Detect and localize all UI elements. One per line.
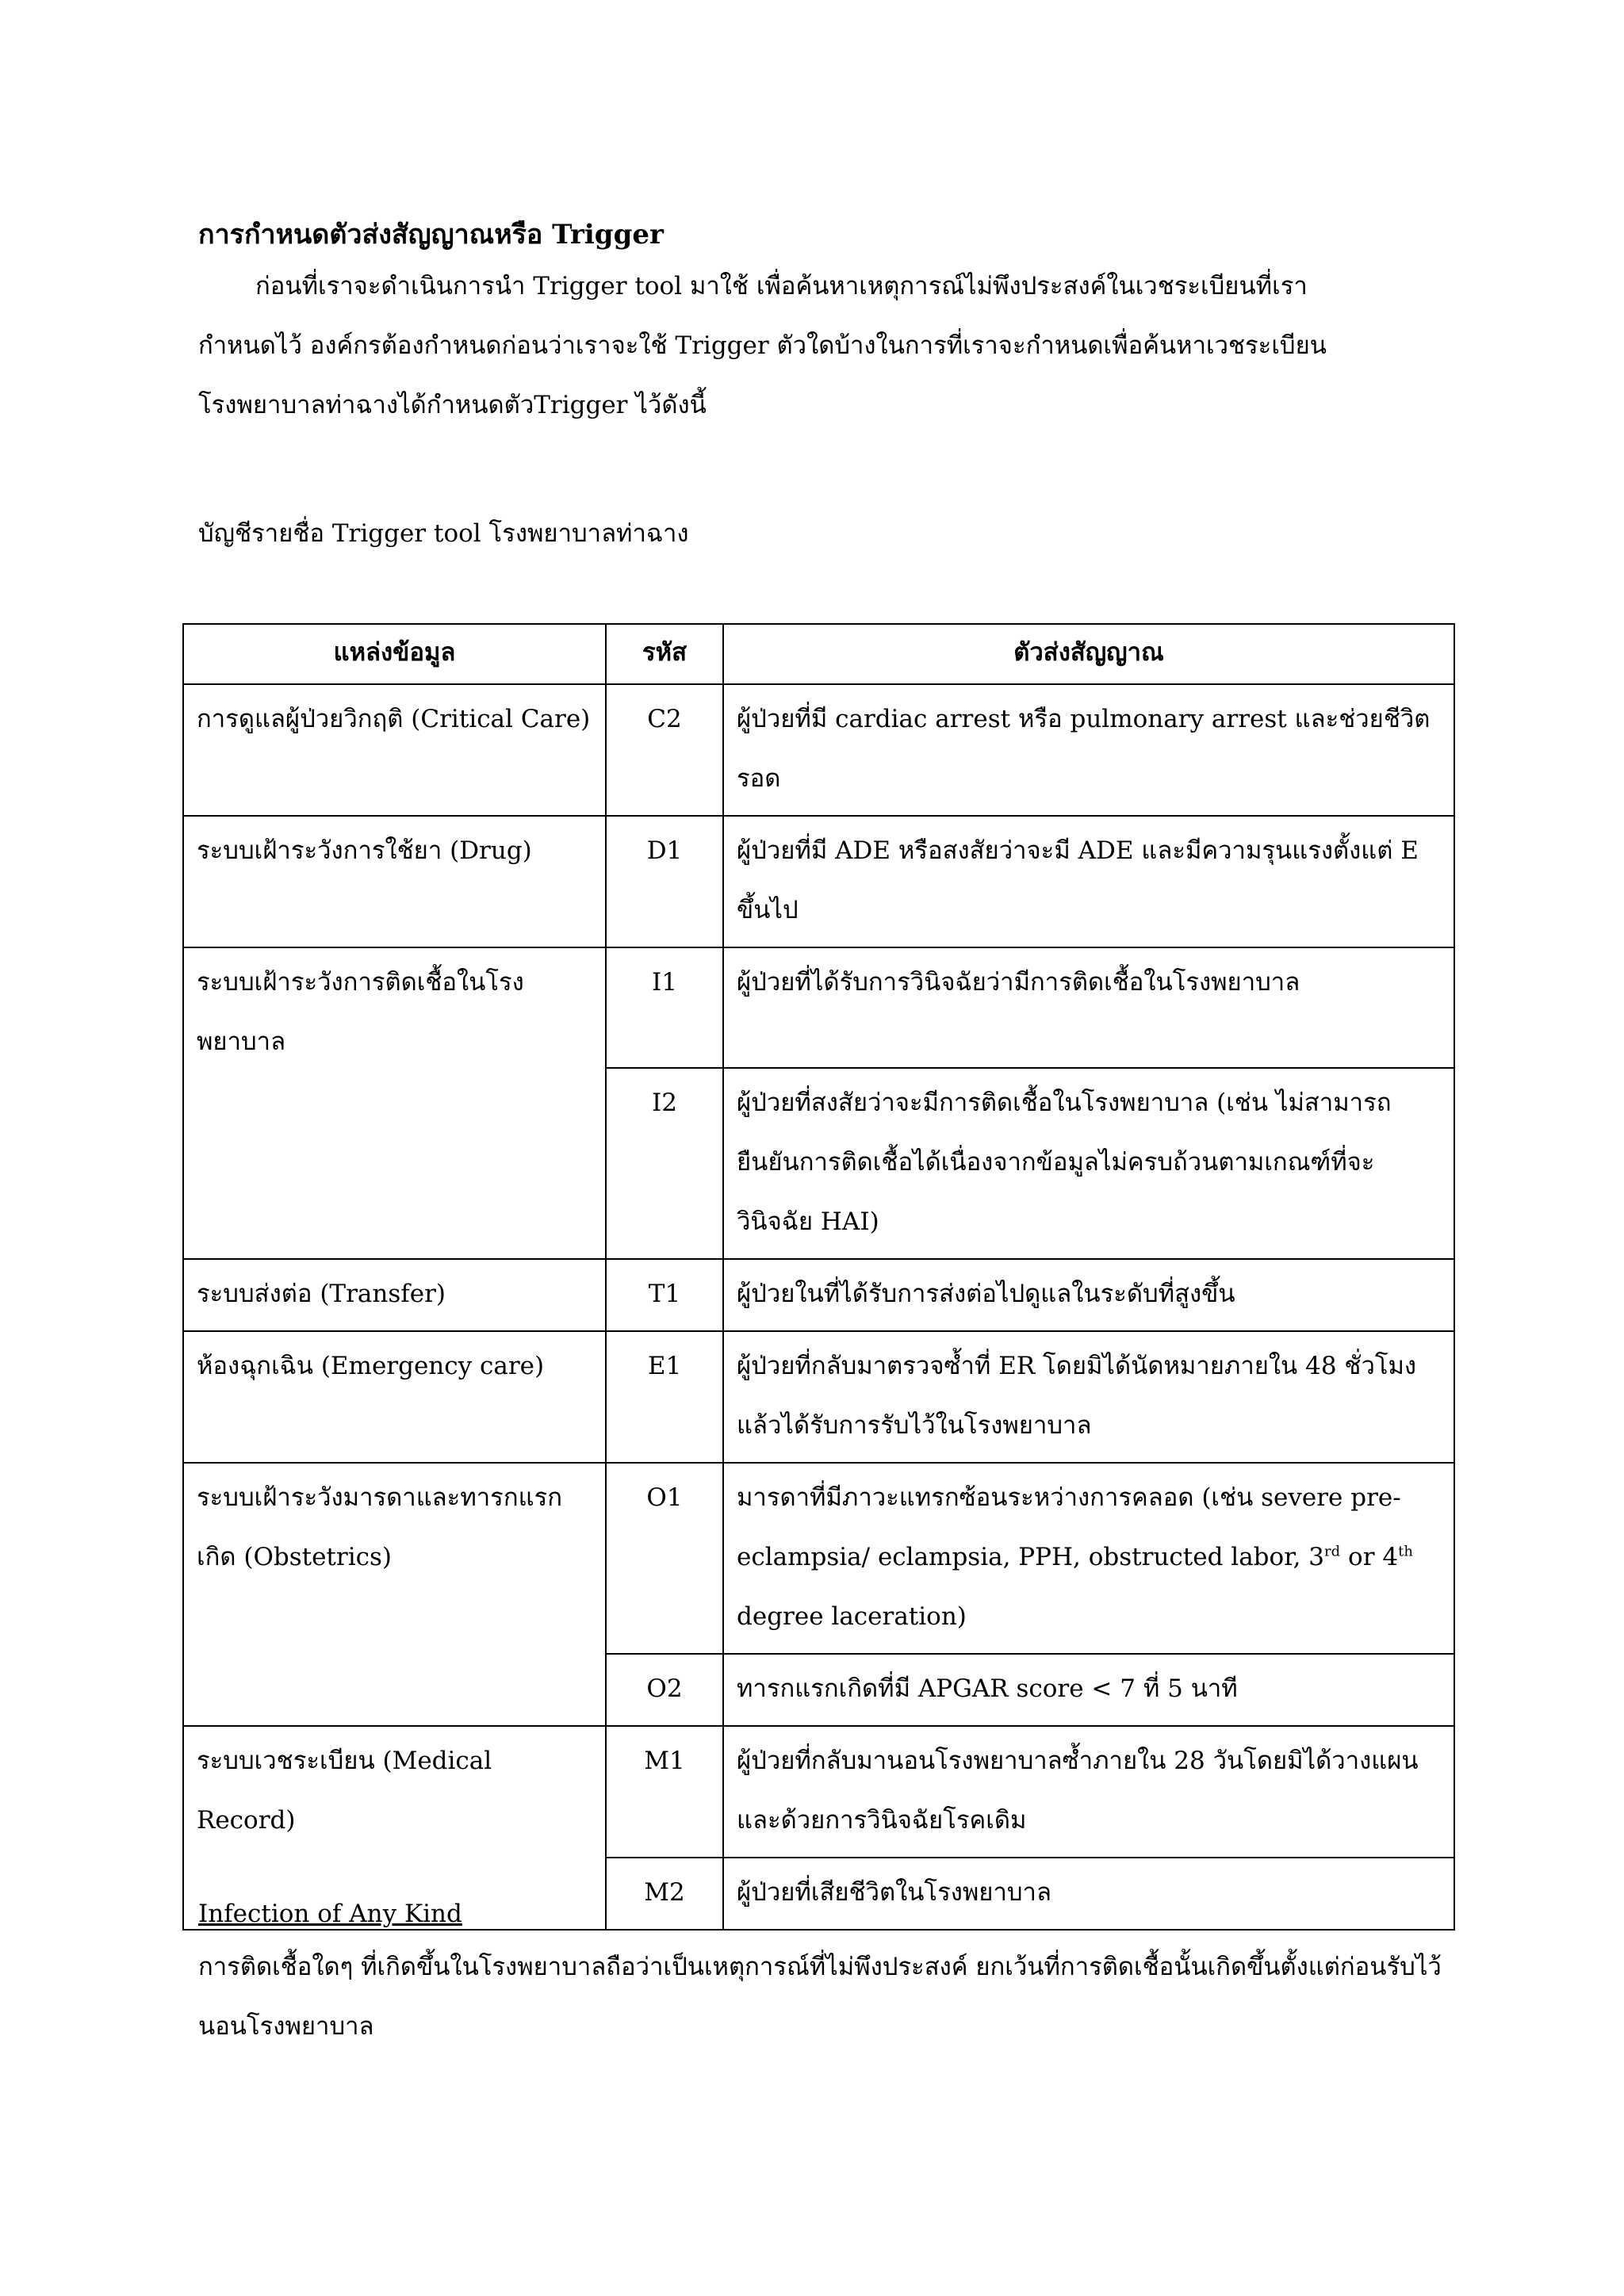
header-signal: ตัวส่งสัญญาณ xyxy=(723,624,1454,684)
signal-cell: ผู้ป่วยที่กลับมาตรวจซ้ำที่ ER โดยมิได้นัดหมายภายใน 48 ชั่วโมง แล้วได้รับการรับไว้ในโรงพยาบาล xyxy=(723,1331,1454,1463)
code-cell: T1 xyxy=(606,1259,723,1331)
header-code: รหัส xyxy=(606,624,723,684)
signal-text-1: มารดาที่มีภาวะแทรกซ้อนระหว่างการคลอด (เช่น severe pre-eclampsia/ eclampsia, PPH, obstructed labor, 3 xyxy=(737,1483,1401,1571)
table-row xyxy=(183,947,1454,1068)
code-cell: M1 xyxy=(606,1726,723,1858)
intro-line-1: ก่อนที่เราจะดำเนินการนำ Trigger tool มาใช้ เพื่อค้นหาเหตุการณ์ไม่พึงประสงค์ในเวชระเบียนที่เรา xyxy=(255,272,1308,300)
superscript-th: th xyxy=(1398,1543,1413,1560)
source-cell: ระบบเฝ้าระวังการใช้ยา (Drug) xyxy=(183,816,606,947)
intro-line-3: โรงพยาบาลท่าฉางได้กำหนดตัวTrigger ไว้ดังนี้ xyxy=(198,391,707,419)
table-row xyxy=(183,1726,1454,1858)
code-cell: E1 xyxy=(606,1331,723,1463)
code-cell: I1 xyxy=(606,947,723,1068)
signal-cell: ผู้ป่วยที่เสียชีวิตในโรงพยาบาล xyxy=(723,1858,1454,1930)
signal-cell: ผู้ป่วยที่สงสัยว่าจะมีการติดเชื้อในโรงพยาบาล (เช่น ไม่สามารถยืนยันการติดเชื้อได้เนื่องจากข้อมูลไม่ครบถ้วนตามเกณฑ์ที่จะวินิจฉัย HAI) xyxy=(723,1068,1454,1259)
table-header-row xyxy=(183,624,1454,684)
header-source: แหล่งข้อมูล xyxy=(183,624,606,684)
signal-cell: ผู้ป่วยที่กลับมานอนโรงพยาบาลซ้ำภายใน 28 วันโดยมิได้วางแผน และด้วยการวินิจฉัยโรคเดิม xyxy=(723,1726,1454,1858)
code-cell: M2 xyxy=(606,1858,723,1930)
table-row xyxy=(183,1331,1454,1463)
signal-cell: ผู้ป่วยในที่ได้รับการส่งต่อไปดูแลในระดับที่สูงขึ้น xyxy=(723,1259,1454,1331)
footer-section xyxy=(198,1890,1467,2057)
source-cell: การดูแลผู้ป่วยวิกฤติ (Critical Care) xyxy=(183,684,606,816)
intro-line-2: กำหนดไว้ องค์กรต้องกำหนดก่อนว่าเราจะใช้ Trigger ตัวใดบ้างในการที่เราจะกำหนดเพื่อค้นหาเวชระเบียน xyxy=(198,331,1327,360)
signal-cell: ผู้ป่วยที่ได้รับการวินิจฉัยว่ามีการติดเชื้อในโรงพยาบาล xyxy=(723,947,1454,1068)
table-row xyxy=(183,1463,1454,1654)
trigger-list-title: บัญชีรายชื่อ Trigger tool โรงพยาบาลท่าฉาง xyxy=(198,519,689,548)
source-cell: ห้องฉุกเฉิน (Emergency care) xyxy=(183,1331,606,1463)
trigger-table xyxy=(182,623,1455,1931)
signal-cell: ผู้ป่วยที่มี ADE หรือสงสัยว่าจะมี ADE และมีความรุนแรงตั้งแต่ E ขึ้นไป xyxy=(723,816,1454,947)
signal-cell: ผู้ป่วยที่มี cardiac arrest หรือ pulmonary arrest และช่วยชีวิตรอด xyxy=(723,684,1454,816)
code-cell: C2 xyxy=(606,684,723,816)
infection-description: การติดเชื้อใดๆ ที่เกิดขึ้นในโรงพยาบาลถือว่าเป็นเหตุการณ์ที่ไม่พึงประสงค์ ยกเว้นที่การติดเชื้อนั้นเกิดขึ้นตั้งแต่ก่อนรับไว้นอนโรงพยาบาล xyxy=(198,1953,1442,2041)
signal-cell xyxy=(723,1463,1454,1654)
document-body xyxy=(198,212,1451,556)
source-cell: ระบบส่งต่อ (Transfer) xyxy=(183,1259,606,1331)
source-cell: ระบบเวชระเบียน (Medical Record) xyxy=(183,1726,606,1930)
code-cell: D1 xyxy=(606,816,723,947)
code-cell: O1 xyxy=(606,1463,723,1654)
signal-text-2: or 4 xyxy=(1340,1543,1399,1571)
table-row xyxy=(183,1259,1454,1331)
intro-paragraph xyxy=(198,257,1451,435)
table-row xyxy=(183,816,1454,947)
source-cell: ระบบเฝ้าระวังการติดเชื้อในโรงพยาบาล xyxy=(183,947,606,1259)
signal-text-3: degree laceration) xyxy=(737,1602,967,1631)
code-cell: I2 xyxy=(606,1068,723,1259)
code-cell: O2 xyxy=(606,1654,723,1726)
signal-cell: ทารกแรกเกิดที่มี APGAR score < 7 ที่ 5 นาที xyxy=(723,1654,1454,1726)
table-row xyxy=(183,684,1454,816)
superscript-rd: rd xyxy=(1324,1543,1341,1560)
section-heading: การกำหนดตัวส่งสัญญาณหรือ Trigger xyxy=(198,219,664,251)
infection-subheading: Infection of Any Kind xyxy=(198,1900,462,1928)
source-cell: ระบบเฝ้าระวังมารดาและทารกแรกเกิด (Obstetrics) xyxy=(183,1463,606,1726)
